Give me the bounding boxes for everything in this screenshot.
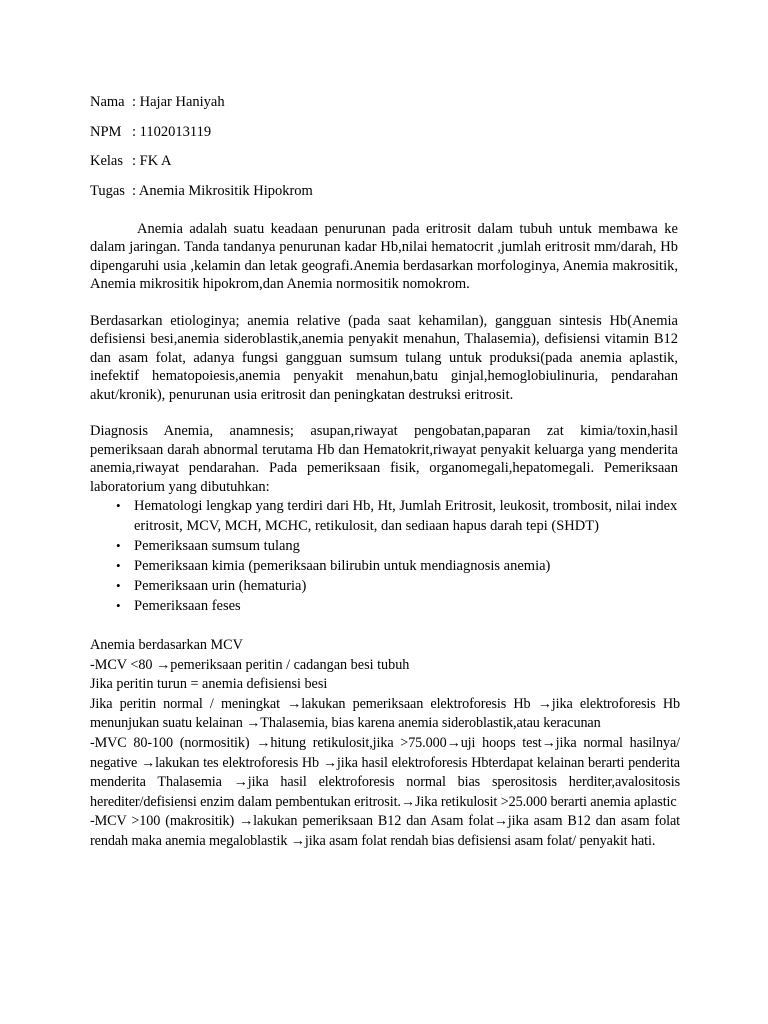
list-item-text: Pemeriksaan feses xyxy=(134,598,241,615)
list-item-text: Pemeriksaan sumsum tulang xyxy=(134,538,300,555)
student-header xyxy=(90,93,313,211)
bullet-icon: • xyxy=(116,498,121,514)
body-content xyxy=(90,220,678,616)
kelas-value: : FK A xyxy=(132,153,172,169)
bullet-icon: • xyxy=(116,578,121,594)
list-item-text: Hematologi lengkap yang terdiri dari Hb, Ht, Jumlah Eritrosit, leukosit, trombosit, nilai index eritrosit, MCV, MCH, MCHC, retikulosit, dan sediaan hapus darah tepi (SHDT) xyxy=(134,498,678,535)
list-item xyxy=(90,556,678,576)
list-item-text: Pemeriksaan kimia (pemeriksaan bilirubin untuk mendiagnosis anemia) xyxy=(134,558,551,575)
npm-label: NPM xyxy=(90,123,122,140)
lab-test-list xyxy=(90,496,678,616)
list-item xyxy=(90,576,678,596)
mcv-section xyxy=(90,636,680,852)
bullet-icon: • xyxy=(116,538,121,554)
tugas-label: Tugas xyxy=(90,182,125,199)
mcv-line-3: Jika peritin normal / meningkat →lakukan pemeriksaan elektroforesis Hb →jika elektroforesis Hb menunjukan suatu kelainan →Thalasemia, bias karena anemia sideroblastik,atau keracunan xyxy=(90,695,680,732)
etiologi-paragraph: Berdasarkan etiologinya; anemia relative (pada saat kehamilan), gangguan sintesis Hb(Anemia defisiensi besi,anemia sideroblastik,anemia penyakit menahun, Thalasemia), defisiensi vitamin B12 dan asam folat, adanya fungsi gangguan sumsum tulang untuk produksi(pada anemia aplastik, inefektif hematopoiesis,anemia penyakit menahun,batu ginjal,hemoglobiulinuria, pendarahan akut/kronik), penurunan usia eritrosit dan peningkatan destruksi eritrosit. xyxy=(90,313,678,403)
list-item xyxy=(90,496,678,536)
name-label: Nama xyxy=(90,94,125,110)
list-item xyxy=(90,596,678,616)
header-row-name xyxy=(90,93,313,123)
bullet-icon: • xyxy=(116,558,121,574)
intro-paragraph: Anemia adalah suatu keadaan penurunan pada eritrosit dalam tubuh untuk membawa ke dalam jaringan. Tanda tandanya penurunan kadar Hb,nilai hematocrit ,jumlah eritrosit mm/darah, Hb dipengaruhi usia ,kelamin dan letak geografi.Anemia berdasarkan morfologinya, Anemia makrositik, Anemia mikrositik hipokrom,dan Anemia normositik nomokrom. xyxy=(90,221,678,293)
npm-value: : 1102013119 xyxy=(132,123,212,140)
diagnosis-paragraph: Diagnosis Anemia, anamnesis; asupan,riwayat pengobatan,paparan zat kimia/toxin,hasil pemeriksaan darah abnormal terutama Hb dan Hematokrit,riwayat penyakit keluarga yang menderita anemia,riwayat pendarahan. Pada pemeriksaan fisik, organomegali,hepatomegali. Pemeriksaan laboratorium yang dibutuhkan: xyxy=(90,423,678,495)
list-item xyxy=(90,536,678,556)
mcv-line-2: Jika peritin turun = anemia defisiensi besi xyxy=(90,676,328,693)
name-value: : Hajar Haniyah xyxy=(132,94,225,110)
mcv-line-4: -MVC 80-100 (normositik) →hitung retikulosit,jika >75.000→uji hoops test→jika normal hasilnya/ negative →lakukan tes elektroforesis Hb →jika hasil elektroforesis Hbterdapat kelainan berarti penderita menderita Thalasemia →jika hasil elektroforesis normal bias sperositosis herditer,avalositosis herediter/defisiensi enzim dalam pembentukan eritrosit.→Jika retikulosit >25.000 berarti anemia aplastic xyxy=(90,734,680,810)
list-item-text: Pemeriksaan urin (hematuria) xyxy=(134,578,307,595)
header-row-kelas xyxy=(90,152,313,182)
mcv-line-1: -MCV <80 →pemeriksaan peritin / cadangan besi tubuh xyxy=(90,656,410,673)
header-row-tugas xyxy=(90,182,313,212)
mcv-line-5: -MCV >100 (makrositik) →lakukan pemeriksaan B12 dan Asam folat→jika asam B12 dan asam folat rendah maka anemia megaloblastik →jika asam folat rendah bias defisiensi asam folat/ penyakit hati. xyxy=(90,813,680,849)
header-row-npm xyxy=(90,123,313,153)
mcv-title: Anemia berdasarkan MCV xyxy=(90,637,243,653)
bullet-icon: • xyxy=(116,598,121,614)
kelas-label: Kelas xyxy=(90,153,124,169)
tugas-value: : Anemia Mikrositik Hipokrom xyxy=(132,182,313,199)
